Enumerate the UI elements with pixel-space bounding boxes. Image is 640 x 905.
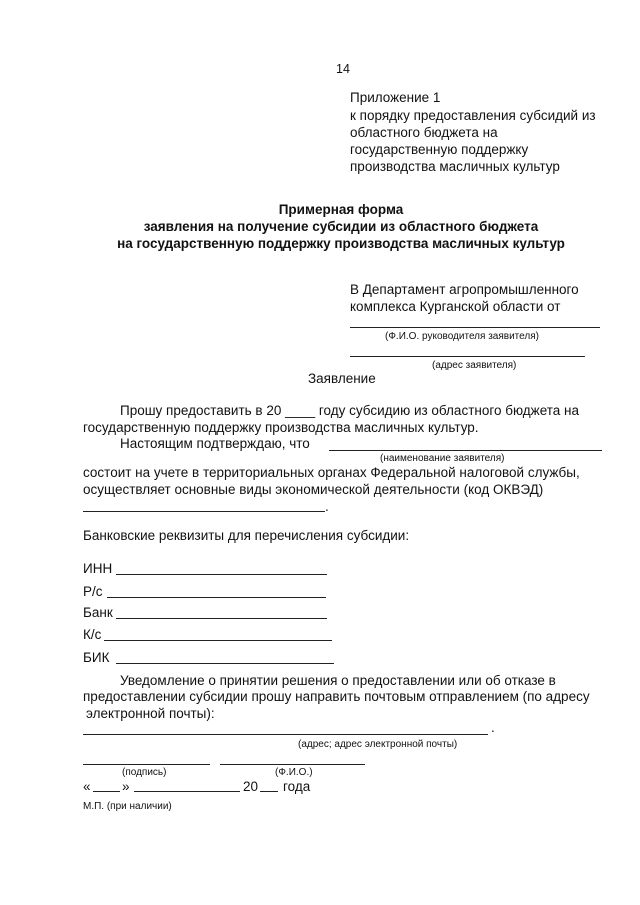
- statement-title: Заявление: [308, 371, 376, 386]
- body-p1-line-1: Прошу предоставить в 20 ____ году субсидию из областного бюджета на: [120, 403, 580, 418]
- bik-label: БИК: [83, 650, 110, 665]
- date-month-line: [134, 791, 240, 792]
- body-p2-line-1: Настоящим подтверждаю, что: [120, 436, 310, 451]
- appendix-line-3: областного бюджета на: [350, 125, 498, 140]
- addressee-line-1: В Департамент агропромышленного: [350, 282, 579, 297]
- ks-label: К/с: [83, 627, 102, 642]
- applicant-address-line: [350, 356, 585, 357]
- body-p3-line-1: состоит на учете в территориальных органах Федеральной налоговой службы,: [83, 465, 580, 480]
- date-quote-open: «: [83, 779, 91, 794]
- ks-line: [104, 640, 332, 641]
- notice-line-1: Уведомление о принятии решения о предоставлении или об отказе в: [120, 673, 556, 688]
- date-quote-close: »: [122, 779, 130, 794]
- title-line-2: заявления на получение субсидии из областного бюджета: [143, 219, 539, 234]
- date-year-suffix: года: [283, 779, 311, 794]
- applicant-address-caption: (адрес заявителя): [432, 360, 517, 371]
- appendix-line-4: государственную поддержку: [350, 142, 529, 157]
- rs-line: [107, 597, 326, 598]
- notice-address-caption: (адрес; адрес электронной почты): [298, 739, 458, 750]
- head-name-line: [350, 327, 600, 328]
- notice-line-2: предоставлении субсидии прошу направить почтовым отправлением (по адресу: [83, 689, 590, 704]
- bik-line: [116, 663, 334, 664]
- okved-period: .: [325, 499, 329, 514]
- body-p3-line-2: осуществляет основные виды экономической деятельности (код ОКВЭД): [83, 482, 544, 497]
- appendix-line-2: к порядку предоставления субсидий из: [350, 108, 596, 123]
- applicant-name-line: [329, 450, 602, 451]
- okved-line: [83, 511, 325, 512]
- head-name-caption: (Ф.И.О. руководителя заявителя): [385, 331, 539, 342]
- notice-period: .: [491, 720, 495, 735]
- signature-line: [83, 764, 210, 765]
- title-line-1: Примерная форма: [278, 202, 404, 217]
- appendix-line-5: производства масличных культур: [350, 159, 560, 174]
- addressee-line-2: комплекса Курганской области от: [350, 299, 561, 314]
- signature-caption: (подпись): [122, 767, 167, 778]
- rs-label: Р/с: [83, 584, 103, 599]
- page-number: 14: [336, 62, 350, 76]
- bank-heading: Банковские реквизиты для перечисления субсидии:: [83, 528, 410, 543]
- title-line-3: на государственную поддержку производства масличных культур: [117, 236, 565, 251]
- date-year-line: [260, 791, 278, 792]
- appendix-line-1: Приложение 1: [350, 90, 441, 105]
- body-p1-line-2: государственную поддержку производства масличных культур.: [83, 420, 479, 435]
- inn-line: [116, 574, 327, 575]
- date-year-prefix: 20: [243, 779, 259, 794]
- applicant-name-caption: (наименование заявителя): [380, 453, 505, 464]
- bank-label: Банк: [83, 605, 113, 620]
- notice-line-3: электронной почты):: [86, 706, 215, 721]
- date-day-line: [93, 791, 120, 792]
- bank-line: [116, 618, 327, 619]
- fio-line: [220, 764, 365, 765]
- notice-address-line: [83, 734, 488, 735]
- fio-caption: (Ф.И.О.): [275, 767, 313, 778]
- inn-label: ИНН: [83, 561, 113, 576]
- stamp-note: М.П. (при наличии): [83, 801, 172, 812]
